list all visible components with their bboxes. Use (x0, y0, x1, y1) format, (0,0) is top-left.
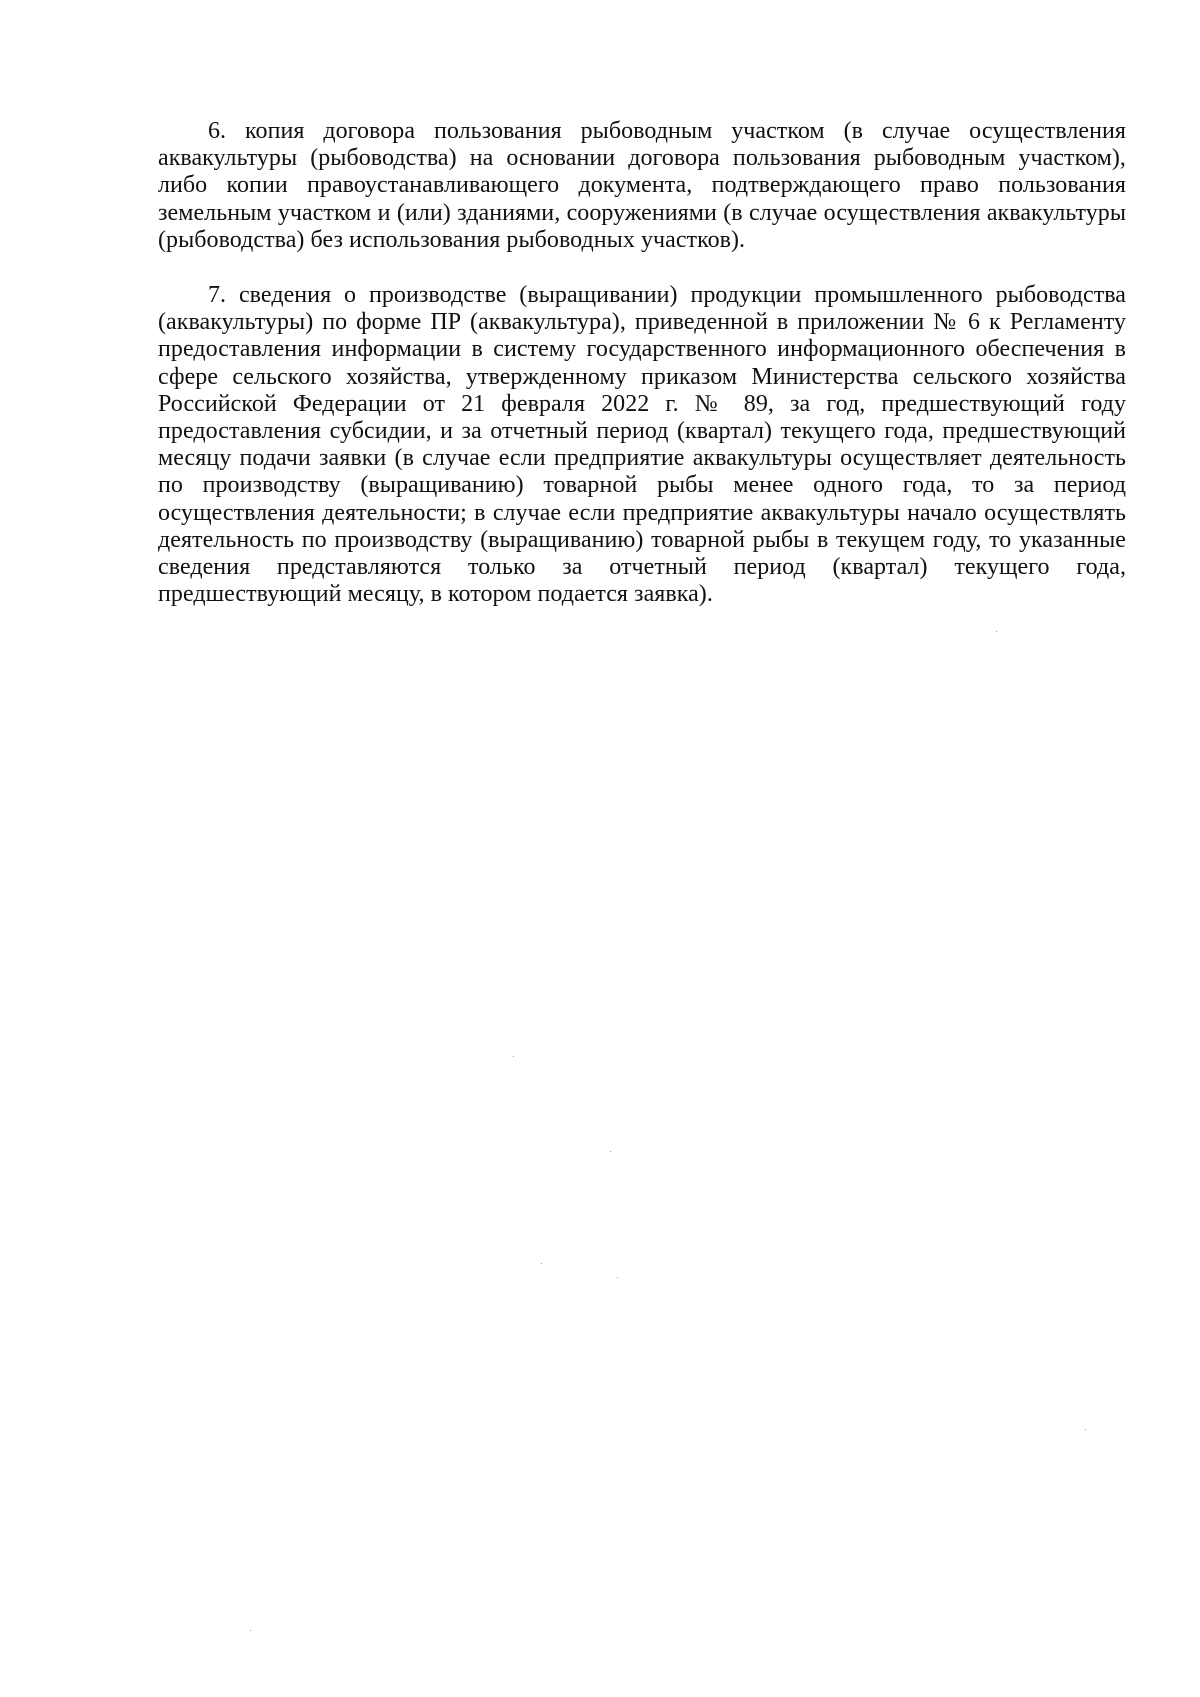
paragraph-item-7: 7. сведения о производстве (выращивании) продукции промышленного рыбоводства (аквакультуры) по форме ПР (аквакультура), приведенной в приложении № 6 к Регламенту предоставления информации в систему государственного информационного обеспечения в сфере сельского хозяйства, утвержденному приказом Министерства сельского хозяйства Российской Федерации от 21 февраля 2022 г. № 89, за год, предшествующий году предоставления субсидии, и за отчетный период (квартал) текущего года, предшествующий месяцу подачи заявки (в случае если предприятие аквакультуры осуществляет деятельность по производству (выращиванию) товарной рыбы менее одного года, то за период осуществления деятельности; в случае если предприятие аквакультуры начало осуществлять деятельность по производству (выращиванию) товарной рыбы в текущем году, то указанные сведения представляются только за отчетный период (квартал) текущего года, предшествующий месяцу, в котором подается заявка). (158, 282, 1126, 608)
scan-speck (541, 1263, 542, 1264)
paragraph-item-6: 6. копия договора пользования рыбоводным участком (в случае осуществления аквакультуры (рыбоводства) на основании договора пользования рыбоводным участком), либо копии правоустанавливающего документа, подтверждающего право пользования земельным участком и (или) зданиями, сооружениями (в случае осуществления аквакультуры (рыбоводства) без использования рыбоводных участков). (158, 118, 1126, 253)
scan-speck (250, 1630, 251, 1631)
scan-speck (617, 1277, 618, 1278)
scan-speck (610, 1151, 611, 1152)
scan-speck (1085, 1429, 1086, 1430)
scan-speck (996, 631, 997, 632)
document-body (158, 118, 1126, 608)
scan-speck (513, 1056, 514, 1057)
